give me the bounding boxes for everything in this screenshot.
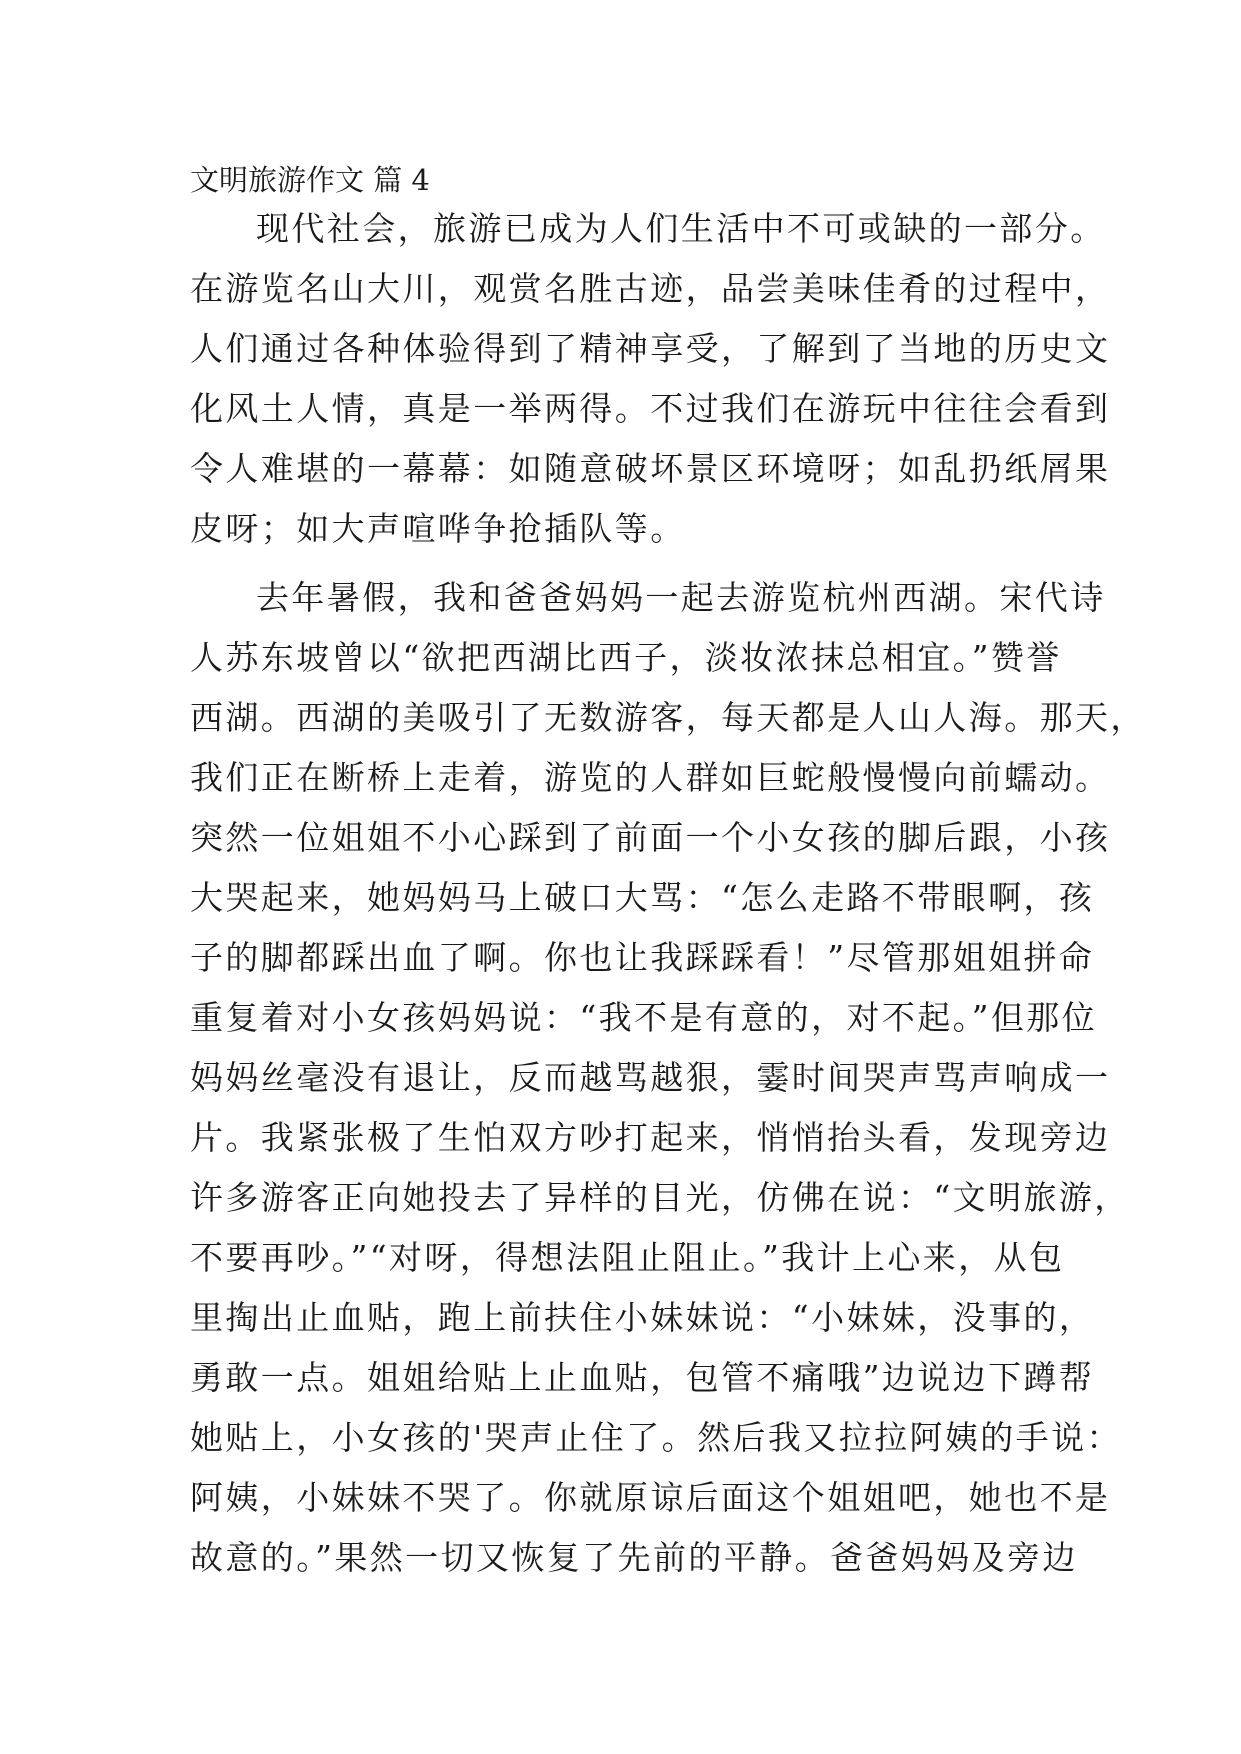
paragraph-2-line: 重复着对小女孩妈妈说：“我不是有意的，对不起。”但那位 <box>190 998 1098 1037</box>
paragraph-2-line: 勇敢一点。姐姐给贴上止血贴，包管不痛哦”边说边下蹲帮 <box>190 1358 1095 1397</box>
paragraph-2-line: 许多游客正向她投去了异样的目光，仿佛在说：“文明旅游， <box>190 1178 1130 1217</box>
paragraph-1-line: 在游览名山大川，观赏名胜古迹，品尝美味佳肴的过程中， <box>190 269 1111 308</box>
paragraph-2-line: 阿姨，小妹妹不哭了。你就原谅后面这个姐姐吧，她也不是 <box>190 1478 1111 1517</box>
paragraph-1-line: 化风土人情，真是一举两得。不过我们在游玩中往往会看到 <box>190 389 1111 428</box>
paragraph-2-line: 我们正在断桥上走着，游览的人群如巨蛇般慢慢向前蠕动。 <box>190 758 1111 797</box>
paragraph-1-line: 令人难堪的一幕幕：如随意破坏景区环境呀；如乱扔纸屑果 <box>190 449 1111 488</box>
paragraph-2-line: 子的脚都踩出血了啊。你也让我踩踩看！”尽管那姐姐拼命 <box>190 938 1095 977</box>
essay-title: 文明旅游作文 篇 4 <box>190 163 430 197</box>
paragraph-2-line: 里掏出止血贴，跑上前扶住小妹妹说：“小妹妹，没事的， <box>190 1298 1095 1337</box>
paragraph-2-line: 人苏东坡曾以“欲把西湖比西子，淡妆浓抹总相宜。”赞誉 <box>190 638 1062 677</box>
paragraph-2-line: 不要再吵。”“对呀，得想法阻止阻止。”我计上心来，从包 <box>190 1238 1065 1277</box>
paragraph-1-line: 人们通过各种体验得到了精神享受，了解到了当地的历史文 <box>190 329 1111 368</box>
paragraph-2-line: 西湖。西湖的美吸引了无数游客，每天都是人山人海。那天， <box>190 698 1146 737</box>
paragraph-1-line: 现代社会，旅游已成为人们生活中不可或缺的一部分。 <box>256 209 1106 248</box>
paragraph-2-line: 去年暑假，我和爸爸妈妈一起去游览杭州西湖。宋代诗 <box>256 578 1106 617</box>
paragraph-2-line: 大哭起来，她妈妈马上破口大骂：“怎么走路不带眼啊，孩 <box>190 878 1095 917</box>
essay-body <box>190 199 1146 1588</box>
paragraph-2-line: 突然一位姐姐不小心踩到了前面一个小女孩的脚后跟，小孩 <box>190 818 1111 857</box>
paragraph-2-line: 她贴上，小女孩的'哭声止住了。然后我又拉拉阿姨的手说： <box>190 1418 1122 1457</box>
paragraph-1-line: 皮呀；如大声喧哗争抢插队等。 <box>190 509 686 548</box>
paragraph-2-line: 妈妈丝毫没有退让，反而越骂越狠，霎时间哭声骂声响成一 <box>190 1058 1111 1097</box>
paragraph-2-line: 故意的。”果然一切又恢复了先前的平静。爸爸妈妈及旁边 <box>190 1538 1078 1577</box>
paragraph-2-line: 片。我紧张极了生怕双方吵打起来，悄悄抬头看，发现旁边 <box>190 1118 1111 1157</box>
